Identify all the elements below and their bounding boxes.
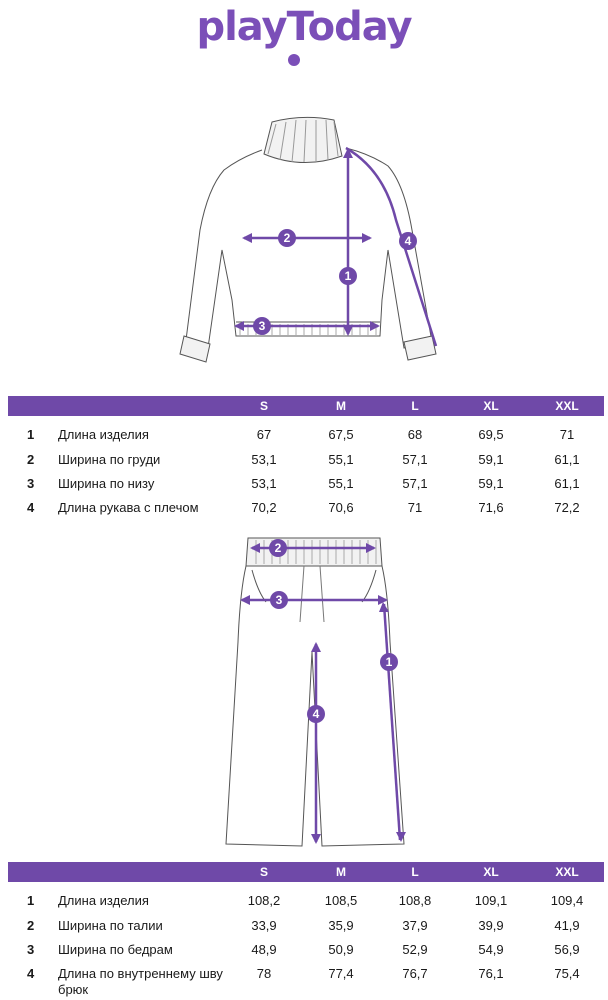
row-value: 71 — [559, 427, 575, 442]
row-value: 108,5 — [324, 893, 358, 908]
size-label: XL — [483, 399, 499, 413]
row-number: 4 — [27, 500, 35, 515]
row-value: 52,9 — [402, 942, 428, 957]
pants-size-header — [8, 862, 604, 882]
row-value: 70,6 — [328, 500, 354, 515]
row-value: 59,1 — [478, 476, 504, 491]
row-value: 37,9 — [402, 918, 428, 933]
pants-row — [0, 942, 608, 964]
row-value: 50,9 — [328, 942, 354, 957]
pants-row — [0, 918, 608, 940]
row-value: 75,4 — [554, 966, 580, 981]
sweater-marker: 4 — [404, 234, 412, 248]
pants-marker: 4 — [312, 707, 320, 721]
row-value: 71 — [407, 500, 423, 515]
sweater-row — [0, 476, 608, 498]
row-value: 70,2 — [251, 500, 277, 515]
sweater-row — [0, 427, 608, 449]
size-label: M — [336, 865, 346, 879]
row-value: 61,1 — [554, 476, 580, 491]
row-value: 68 — [407, 427, 423, 442]
size-label: XL — [483, 865, 499, 879]
row-value: 41,9 — [554, 918, 580, 933]
row-value: 76,1 — [478, 966, 504, 981]
row-value: 59,1 — [478, 452, 504, 467]
pants-drawing — [0, 532, 608, 852]
sweater-row — [0, 500, 608, 522]
row-value: 35,9 — [328, 918, 354, 933]
sweater-drawing — [0, 110, 608, 370]
size-label: S — [259, 399, 268, 413]
pants-row — [0, 966, 608, 1000]
row-value: 53,1 — [251, 452, 277, 467]
row-value: 61,1 — [554, 452, 580, 467]
sweater-row — [0, 452, 608, 474]
row-value: 55,1 — [328, 452, 354, 467]
row-value: 109,4 — [550, 893, 584, 908]
row-label: Ширина по талии — [58, 918, 163, 933]
row-label: Ширина по груди — [58, 452, 161, 467]
size-label: L — [411, 865, 419, 879]
row-number: 3 — [27, 476, 35, 491]
brand-logo: playToday — [196, 4, 412, 50]
sweater-size-header — [8, 396, 604, 416]
row-value: 76,7 — [402, 966, 428, 981]
row-label: Ширина по бедрам — [58, 942, 173, 957]
row-label: Длина изделия — [58, 427, 149, 442]
row-number: 2 — [27, 918, 35, 933]
row-value: 54,9 — [478, 942, 504, 957]
sweater-marker: 2 — [283, 231, 291, 245]
row-label: Ширина по низу — [58, 476, 155, 491]
row-value: 67 — [256, 427, 272, 442]
size-label: L — [411, 399, 419, 413]
row-value: 108,2 — [247, 893, 281, 908]
pants-marker: 2 — [274, 541, 282, 555]
row-value: 39,9 — [478, 918, 504, 933]
row-label: Длина изделия — [58, 893, 149, 908]
row-number: 3 — [27, 942, 35, 957]
row-value: 71,6 — [478, 500, 504, 515]
sweater-marker: 3 — [258, 319, 266, 333]
row-value: 67,5 — [328, 427, 354, 442]
row-number: 2 — [27, 452, 35, 467]
row-number: 4 — [27, 966, 35, 981]
size-label: S — [259, 865, 268, 879]
row-label: Длина по внутреннему шву брюк — [58, 966, 223, 997]
row-value: 53,1 — [251, 476, 277, 491]
row-value: 57,1 — [402, 452, 428, 467]
pants-row — [0, 893, 608, 915]
row-value: 72,2 — [554, 500, 580, 515]
row-value: 48,9 — [251, 942, 277, 957]
row-value: 57,1 — [402, 476, 428, 491]
row-value: 56,9 — [554, 942, 580, 957]
sweater-marker: 1 — [344, 269, 352, 283]
row-value: 55,1 — [328, 476, 354, 491]
size-label: M — [336, 399, 346, 413]
pants-marker: 1 — [385, 655, 393, 669]
pants-marker: 3 — [275, 593, 283, 607]
row-number: 1 — [27, 893, 35, 908]
row-value: 77,4 — [328, 966, 354, 981]
row-value: 69,5 — [478, 427, 504, 442]
row-value: 33,9 — [251, 918, 277, 933]
row-label: Длина рукава с плечом — [58, 500, 199, 515]
row-number: 1 — [27, 427, 35, 442]
size-label: XXL — [555, 865, 579, 879]
row-value: 109,1 — [474, 893, 508, 908]
size-label: XXL — [555, 399, 579, 413]
row-value: 78 — [256, 966, 272, 981]
row-value: 108,8 — [398, 893, 432, 908]
logo-dot — [288, 54, 300, 66]
